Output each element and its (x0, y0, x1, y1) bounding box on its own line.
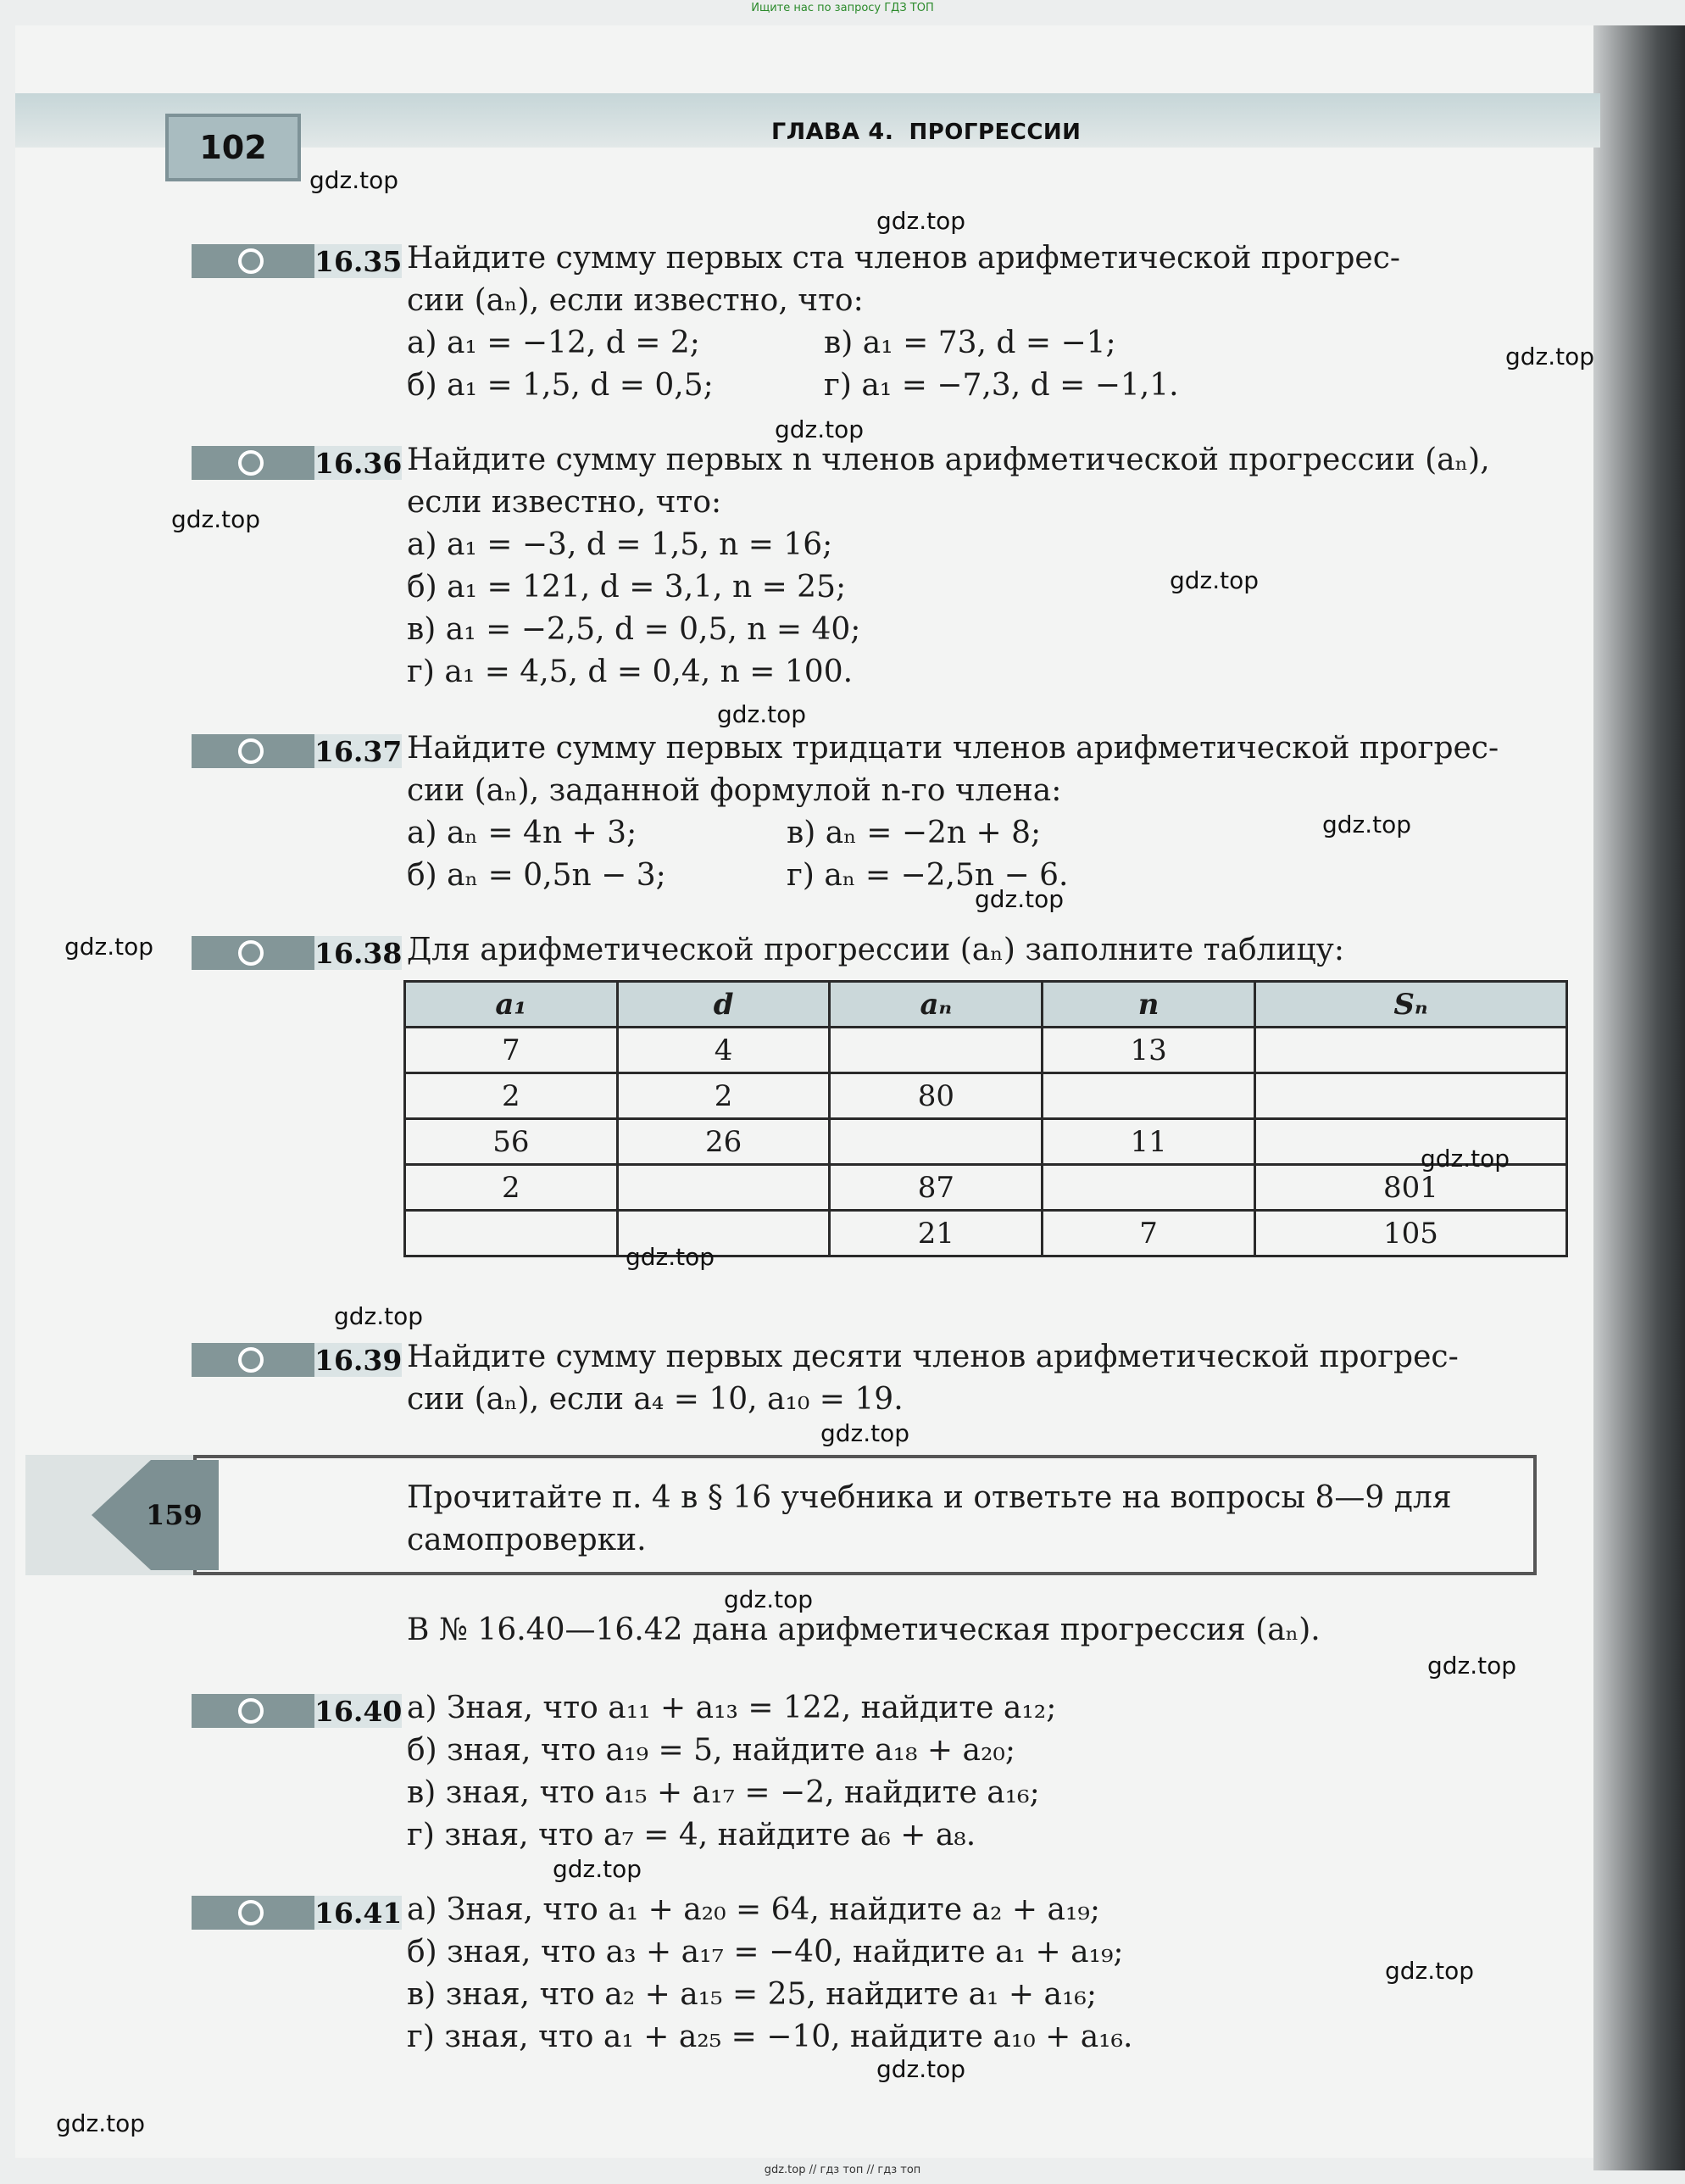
chapter-title: ПРОГРЕССИИ (909, 120, 1082, 145)
problem-16-40-v: в) зная, что a₁₅ + a₁₇ = −2, найдите a₁₆; (407, 1775, 1040, 1810)
watermark: gdz.top (1385, 1957, 1475, 1985)
watermark: gdz.top (334, 1302, 424, 1330)
problem-16-35-b: б) a₁ = 1,5, d = 0,5; (407, 368, 714, 403)
problem-16-37-g: г) aₙ = −2,5n − 6. (787, 858, 1069, 893)
chapter-heading (771, 119, 1081, 145)
progression-table (403, 980, 1568, 1257)
table-header: aₙ (830, 982, 1043, 1028)
watermark: gdz.top (1170, 566, 1260, 594)
watermark: gdz.top (820, 1419, 910, 1447)
table-cell (1254, 1028, 1566, 1073)
circle-icon (238, 450, 264, 476)
problem-16-37-v: в) aₙ = −2n + 8; (787, 816, 1042, 850)
table-row (405, 1028, 1567, 1073)
intro-16-40: В № 16.40—16.42 дана арифметическая прогрессия (aₙ). (407, 1613, 1321, 1647)
watermark: gdz.top (724, 1585, 814, 1613)
problem-16-41-g: г) зная, что a₁ + a₂₅ = −10, найдите a₁₀ + a₁₆. (407, 2020, 1133, 2054)
table-cell (1043, 1165, 1255, 1211)
circle-icon (238, 940, 264, 966)
page-number: 102 (165, 114, 301, 181)
problem-16-38-line1: Для арифметической прогрессии (aₙ) заполните таблицу: (407, 933, 1344, 967)
table-cell (830, 1119, 1043, 1165)
watermark: gdz.top (1421, 1145, 1510, 1173)
table-cell: 13 (1043, 1028, 1255, 1073)
table-cell (1043, 1073, 1255, 1119)
watermark: gdz.top (717, 700, 807, 728)
chapter-label: ГЛАВА 4. (771, 119, 894, 145)
problem-16-36-b: б) a₁ = 121, d = 3,1, n = 25; (407, 570, 847, 604)
table-row (405, 1165, 1567, 1211)
problem-16-37-line2: сии (aₙ), заданной формулой n-го члена: (407, 773, 1062, 808)
problem-tag-16-36: 16.36 (192, 446, 402, 480)
table-cell: 105 (1254, 1211, 1566, 1256)
watermark: gdz.top (56, 2109, 146, 2137)
problem-16-36-line2: если известно, что: (407, 485, 722, 520)
circle-icon (238, 738, 264, 764)
watermark: gdz.top (1427, 1652, 1517, 1680)
problem-16-35-line1: Найдите сумму первых ста членов арифметической прогрес- (407, 241, 1401, 276)
table-cell (1254, 1073, 1566, 1119)
table-cell (617, 1165, 830, 1211)
watermark: gdz.top (1322, 811, 1412, 838)
problem-16-40-g: г) зная, что a₇ = 4, найдите a₆ + a₈. (407, 1818, 976, 1852)
problem-16-40-b: б) зная, что a₁₉ = 5, найдите a₁₈ + a₂₀; (407, 1733, 1015, 1768)
page-edge-shadow (1593, 25, 1685, 2170)
problem-16-37-line1: Найдите сумму первых тридцати членов арифметической прогрес- (407, 731, 1499, 766)
problem-16-41-v: в) зная, что a₂ + a₁₅ = 25, найдите a₁ + a₁₆; (407, 1977, 1097, 2012)
table-cell: 21 (830, 1211, 1043, 1256)
table-header-row (405, 982, 1567, 1028)
reference-line1: Прочитайте п. 4 в § 16 учебника и ответьте на вопросы 8—9 для (407, 1480, 1452, 1515)
table-row (405, 1073, 1567, 1119)
table-cell: 2 (405, 1165, 618, 1211)
problem-tag-16-35: 16.35 (192, 244, 402, 278)
problem-tag-16-40: 16.40 (192, 1694, 402, 1728)
problem-16-36-line1: Найдите сумму первых n членов арифметической прогрессии (aₙ), (407, 443, 1490, 477)
reference-arrow-number: 159 (146, 1499, 203, 1531)
problem-16-36-a: а) a₁ = −3, d = 1,5, n = 16; (407, 527, 833, 562)
table-cell: 56 (405, 1119, 618, 1165)
problem-tag-16-41: 16.41 (192, 1896, 402, 1930)
problem-16-40-a: а) Зная, что a₁₁ + a₁₃ = 122, найдите a₁₂; (407, 1691, 1057, 1725)
circle-icon (238, 1347, 264, 1373)
watermark: gdz.top (876, 2055, 966, 2083)
table-cell: 87 (830, 1165, 1043, 1211)
table-cell: 80 (830, 1073, 1043, 1119)
watermark: gdz.top (876, 207, 966, 235)
circle-icon (238, 1900, 264, 1925)
table-cell: 7 (1043, 1211, 1255, 1256)
problem-16-41-a: а) Зная, что a₁ + a₂₀ = 64, найдите a₂ + a₁₉; (407, 1892, 1100, 1927)
problem-16-37-b: б) aₙ = 0,5n − 3; (407, 858, 666, 893)
problem-16-37-a: а) aₙ = 4n + 3; (407, 816, 637, 850)
problem-tag-16-38: 16.38 (192, 936, 402, 970)
problem-16-35-line2: сии (aₙ), если известно, что: (407, 283, 864, 318)
reference-line2: самопроверки. (407, 1523, 647, 1557)
problem-16-35-v: в) a₁ = 73, d = −1; (824, 326, 1116, 360)
problem-16-41-b: б) зная, что a₃ + a₁₇ = −40, найдите a₁ + a₁₉; (407, 1935, 1124, 1970)
table-cell: 801 (1254, 1165, 1566, 1211)
table-row (405, 1211, 1567, 1256)
problem-tag-16-37: 16.37 (192, 734, 402, 768)
table-cell: 26 (617, 1119, 830, 1165)
problem-tag-16-39: 16.39 (192, 1343, 402, 1377)
circle-icon (238, 1698, 264, 1724)
table-cell: 2 (617, 1073, 830, 1119)
bottom-banner: gdz.top // гдз топ // гдз топ (764, 2164, 921, 2176)
watermark: gdz.top (553, 1855, 642, 1883)
table-cell: 2 (405, 1073, 618, 1119)
watermark: gdz.top (171, 505, 261, 533)
table-cell (830, 1028, 1043, 1073)
watermark: gdz.top (1505, 343, 1595, 370)
problem-16-39-line2: сии (aₙ), если a₄ = 10, a₁₀ = 19. (407, 1382, 904, 1417)
table-cell: 4 (617, 1028, 830, 1073)
problem-16-36-v: в) a₁ = −2,5, d = 0,5, n = 40; (407, 612, 861, 647)
problem-16-39-line1: Найдите сумму первых десяти членов арифметической прогрес- (407, 1340, 1459, 1374)
problem-16-36-g: г) a₁ = 4,5, d = 0,4, n = 100. (407, 655, 854, 689)
table-cell: 11 (1043, 1119, 1255, 1165)
watermark: gdz.top (975, 885, 1065, 913)
problem-16-35-g: г) a₁ = −7,3, d = −1,1. (824, 368, 1179, 403)
table-cell: 7 (405, 1028, 618, 1073)
table-cell (1254, 1119, 1566, 1165)
watermark: gdz.top (626, 1243, 715, 1271)
table-header: a₁ (405, 982, 618, 1028)
watermark: gdz.top (775, 415, 865, 443)
watermark: gdz.top (64, 933, 154, 961)
table-row (405, 1119, 1567, 1165)
table-header: Sₙ (1254, 982, 1566, 1028)
table-header: d (617, 982, 830, 1028)
table-cell (405, 1211, 618, 1256)
problem-16-35-a: а) a₁ = −12, d = 2; (407, 326, 700, 360)
table-header: n (1043, 982, 1255, 1028)
circle-icon (238, 248, 264, 274)
watermark: gdz.top (309, 166, 399, 194)
top-banner: Ищите нас по запросу ГДЗ ТОП (751, 2, 934, 14)
